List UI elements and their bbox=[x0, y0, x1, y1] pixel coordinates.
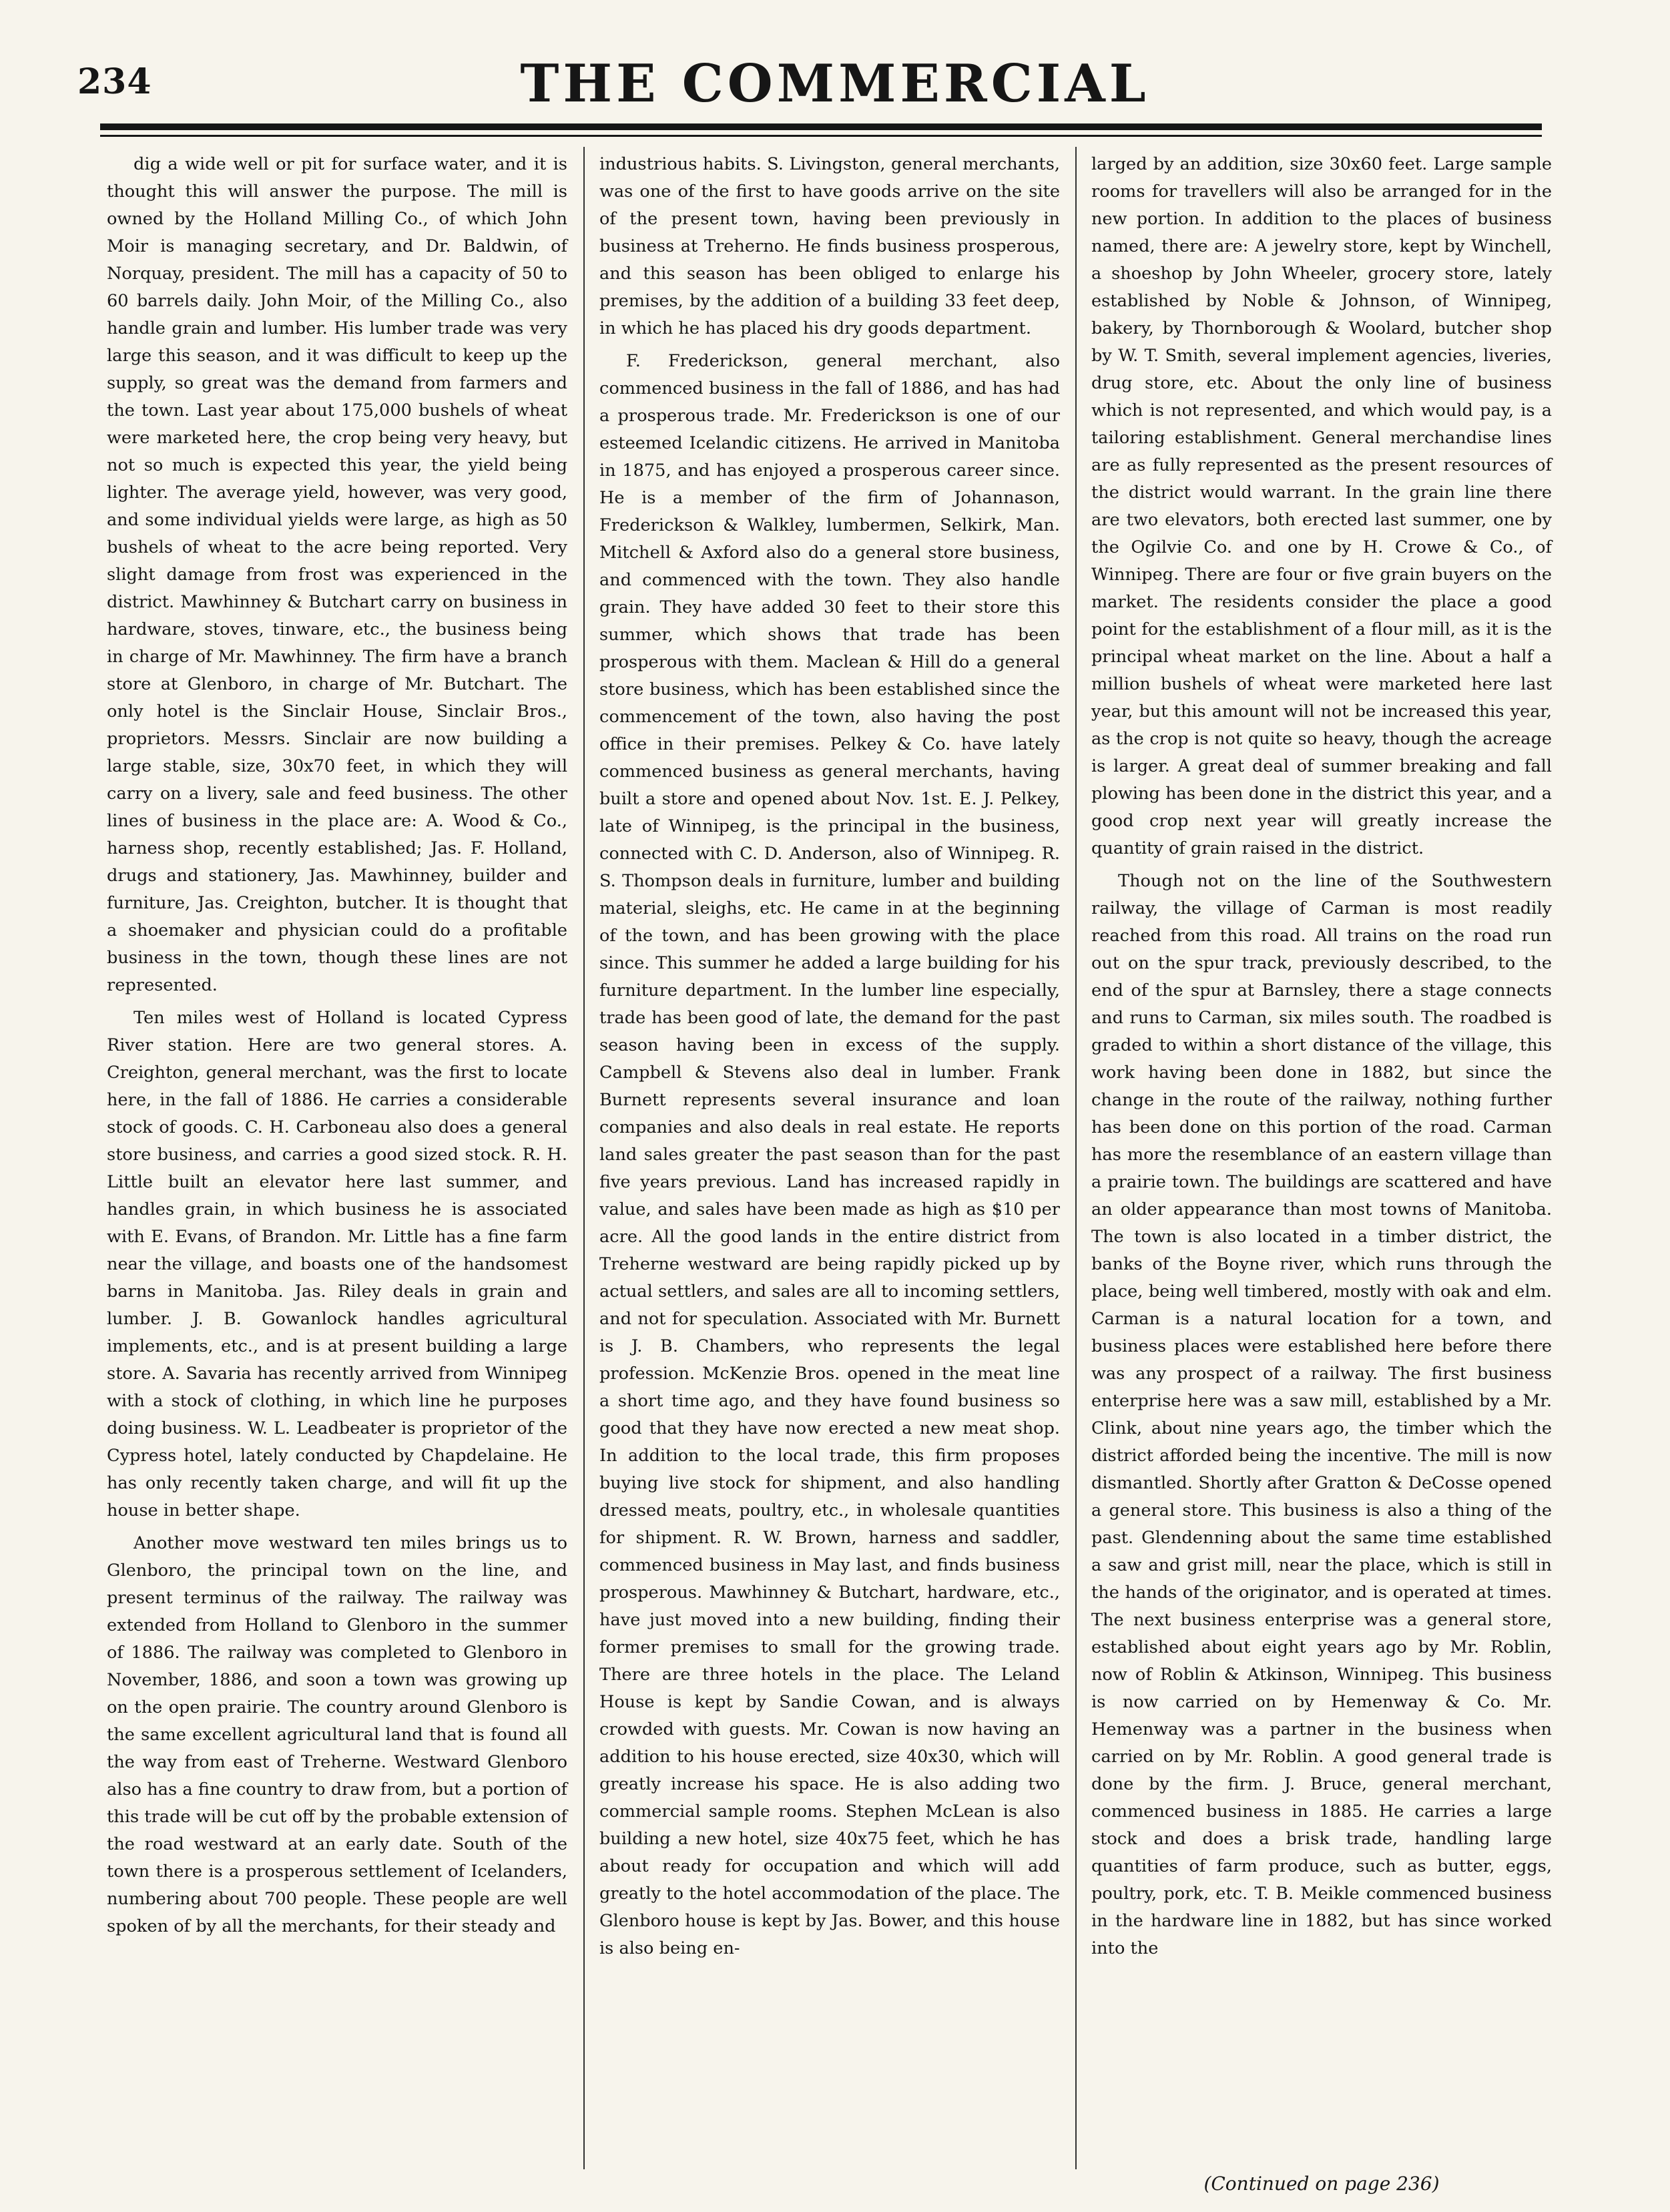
paragraph: Ten miles west of Holland is located Cypress River station. Here are two general stores. A. Creighton, general merchant, was the first to locate here, in the fall of 1886. He carries a considerable stock of goods. C. H. Carboneau also does a general store business, and carries a good sized stock. R. H. Little built an elevator here last summer, and handles grain, in which business he is associated with E. Evans, of Brandon. Mr. Little has a fine farm near the village, and boasts one of the handsomest barns in Manitoba. Jas. Riley deals in grain and lumber. J. B. Gowanlock handles agricultural implements, etc., and is at present building a large store. A. Savaria has recently arrived from Winnipeg with a stock of clothing, in which line he purposes doing business. W. L. Leadbeater is proprietor of the Cypress hotel, lately conducted by Chapdelaine. He has only recently taken charge, and will fit up the house in better shape. bbox=[107, 1008, 567, 1520]
paragraph: industrious habits. S. Livingston, general merchants, was one of the first to have goods arrive on the site of the present town, having been previously in business at Treherno. He finds business prosperous, and this season has been obliged to enlarge his premises, by the addition of a building 33 feet deep, in which he has placed his dry goods department. bbox=[599, 154, 1060, 338]
column-divider bbox=[583, 147, 585, 2169]
paragraph: dig a wide well or pit for surface water, and it is thought this will answer the purpose. The mill is owned by the Holland Milling Co., of which John Moir is managing secretary, and Dr. Baldwin, of Norquay, president. The mill has a capacity of 50 to 60 barrels daily. John Moir, of the Milling Co., also handle grain and lumber. His lumber trade was very large this season, and it was difficult to keep up the supply, so great was the demand from farmers and the town. Last year about 175,000 bushels of wheat were marketed here, the crop being very heavy, but not so much is expected this year, the yield being lighter. The average yield, however, was very good, and some individual yields were large, as high as 50 bushels of wheat to the acre being reported. Very slight damage from frost was experienced in the district. Mawhinney & Butchart carry on business in hardware, stoves, tinware, etc., the business being in charge of Mr. Mawhinney. The firm have a branch store at Glenboro, in charge of Mr. Butchart. The only hotel is the Sinclair House, Sinclair Bros., proprietors. Messrs. Sinclair are now building a large stable, size, 30x70 feet, in which they will carry on a livery, sale and feed business. The other lines of business in the place are: A. Wood & Co., harness shop, recently established; Jas. F. Holland, drugs and stationery, Jas. Mawhinney, builder and furniture, Jas. Creighton, butcher. It is thought that a shoemaker and physician could do a profitable business in the town, though these lines are not represented. bbox=[107, 154, 567, 995]
paragraph: larged by an addition, size 30x60 feet. Large sample rooms for travellers will also be arranged for in the new portion. In addition to the places of business named, there are: A jewelry store, kept by Winchell, a shoeshop by John Wheeler, grocery store, lately established by Noble & Johnson, of Winnipeg, bakery, by Thornborough & Woolard, butcher shop by W. T. Smith, several implement agencies, liveries, drug store, etc. About the only line of business which is not represented, and which would pay, is a tailoring establishment. General merchandise lines are as fully represented as the present resources of the district would warrant. In the grain line there are two elevators, both erected last summer, one by the Ogilvie Co. and one by H. Crowe & Co., of Winnipeg. There are four or five grain buyers on the market. The residents consider the place a good point for the establishment of a flour mill, as it is the principal wheat market on the line. About a half a million bushels of wheat were marketed here last year, but this amount will not be increased this year, as the crop is not quite so heavy, though the acreage is larger. A great deal of summer breaking and fall plowing has been done in the district this year, and a good crop next year will greatly increase the quantity of grain raised in the district. bbox=[1091, 154, 1552, 858]
text-column-3 bbox=[1091, 151, 1552, 1962]
column-divider bbox=[1075, 147, 1077, 2169]
continued-note: (Continued on page 236) bbox=[1203, 2173, 1440, 2195]
text-column-2 bbox=[599, 151, 1060, 1962]
paragraph: Another move westward ten miles brings us to Glenboro, the principal town on the line, and present terminus of the railway. The railway was extended from Holland to Glenboro in the summer of 1886. The railway was completed to Glenboro in November, 1886, and soon a town was growing up on the open prairie. The country around Glenboro is the same excellent agricultural land that is found all the way from east of Treherne. Westward Glenboro also has a fine country to draw from, but a portion of this trade will be cut off by the probable extension of the road westward at an early date. South of the town there is a prosperous settlement of Icelanders, numbering about 700 people. These people are well spoken of by all the merchants, for their steady and bbox=[107, 1533, 567, 1936]
page-number: 234 bbox=[77, 61, 152, 102]
masthead-rule-thin bbox=[100, 135, 1542, 137]
text-column-1 bbox=[107, 151, 567, 1940]
paragraph: Though not on the line of the Southwestern railway, the village of Carman is most readily reached from this road. All trains on the road run out on the spur track, previously described, to the end of the spur at Barnsley, there a stage connects and runs to Carman, six miles south. The roadbed is graded to within a short distance of the village, this work having been done in 1882, but since the change in the route of the railway, nothing further has been done on this portion of the road. Carman has more the resemblance of an eastern village than a prairie town. The buildings are scattered and have an older appearance than most towns of Manitoba. The town is also located in a timber district, the banks of the Boyne river, which runs through the place, being well timbered, mostly with oak and elm. Carman is a natural location for a town, and business places were established here before there was any prospect of a railway. The first business enterprise here was a saw mill, established by a Mr. Clink, about nine years ago, the timber which the district afforded being the incentive. The mill is now dismantled. Shortly after Gratton & DeCosse opened a general store. This business is also a thing of the past. Glendenning about the same time established a saw and grist mill, near the place, which is still in the hands of the originator, and is operated at times. The next business enterprise was a general store, established about eight years ago by Mr. Roblin, now of Roblin & Atkinson, Winnipeg. This business is now carried on by Hemenway & Co. Mr. Hemenway was a partner in the business when carried on by Mr. Roblin. A good general trade is done by the firm. J. Bruce, general merchant, commenced business in 1885. He carries a large stock and does a brisk trade, handling large quantities of farm produce, such as butter, eggs, poultry, pork, etc. T. B. Meikle commenced business in the hardware line in 1882, but has since worked into the bbox=[1091, 871, 1552, 1958]
masthead-rule-thick bbox=[100, 123, 1542, 130]
masthead-title: THE COMMERCIAL bbox=[520, 53, 1150, 114]
paragraph: F. Frederickson, general merchant, also commenced business in the fall of 1886, and has had a prosperous trade. Mr. Frederickson is one of our esteemed Icelandic citizens. He arrived in Manitoba in 1875, and has enjoyed a prosperous career since. He is a member of the firm of Johannason, Frederickson & Walkley, lumbermen, Selkirk, Man. Mitchell & Axford also do a general store business, and commenced with the town. They also handle grain. They have added 30 feet to their store this summer, which shows that trade has been prosperous with them. Maclean & Hill do a general store business, which has been established since the commencement of the town, also having the post office in their premises. Pelkey & Co. have lately commenced business as general merchants, having built a store and opened about Nov. 1st. E. J. Pelkey, late of Winnipeg, is the principal in the business, connected with C. D. Anderson, also of Winnipeg. R. S. Thompson deals in furniture, lumber and building material, sleighs, etc. He came in at the beginning of the town, and has been growing with the place since. This summer he added a large building for his furniture department. In the lumber line especially, trade has been good of late, the demand for the past season having been in excess of the supply. Campbell & Stevens also deal in lumber. Frank Burnett represents several insurance and loan companies and also deals in real estate. He reports land sales greater the past season than for the past five years previous. Land has increased rapidly in value, and sales have been made as high as $10 per acre. All the good lands in the entire district from Treherne westward are being rapidly picked up by actual settlers, and sales are all to incoming settlers, and not for speculation. Associated with Mr. Burnett is J. B. Chambers, who represents the legal profession. McKenzie Bros. opened in the meat line a short time ago, and they have found business so good that they have now erected a new meat shop. In addition to the local trade, this firm proposes buying live stock for shipment, and also handling dressed meats, poultry, etc., in wholesale quantities for shipment. R. W. Brown, harness and saddler, commenced business in May last, and finds business prosperous. Mawhinney & Butchart, hardware, etc., have just moved into a new building, finding their former premises to small for the growing trade. There are three hotels in the place. The Leland House is kept by Sandie Cowan, and is always crowded with guests. Mr. Cowan is now having an addition to his house erected, size 40x30, which will greatly increase his space. He is also adding two commercial sample rooms. Stephen McLean is also building a new hotel, size 40x75 feet, which he has about ready for occupation and which will add greatly to the hotel accommodation of the place. The Glenboro house is kept by Jas. Bower, and this house is also being en- bbox=[599, 351, 1060, 1958]
